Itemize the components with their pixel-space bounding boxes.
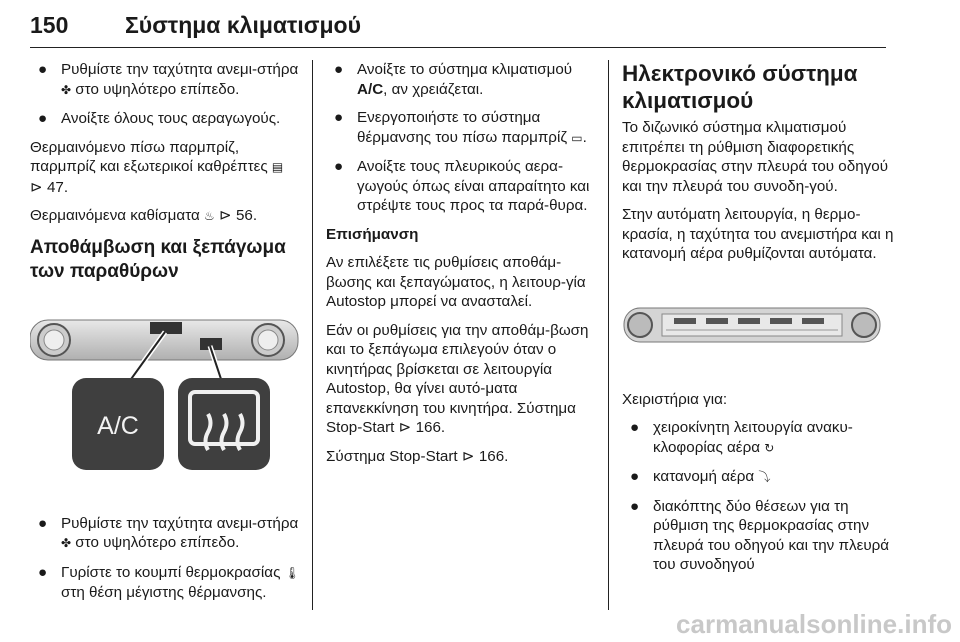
stop-start-ref: Σύστημα Stop-Start ⊳ 166. bbox=[326, 447, 509, 465]
ref-arrow-icon: ⊳ bbox=[461, 447, 475, 465]
recirculation-icon: ↻ bbox=[764, 440, 775, 455]
defrost-illustration bbox=[30, 316, 302, 486]
column-1 bbox=[30, 60, 302, 612]
bullet-fan-speed: ● Ρυθμίστε την ταχύτητα ανεμι-στήρα ✤ στο υψηλότερο επίπεδο. bbox=[38, 61, 299, 98]
climate-panel-illustration bbox=[622, 294, 884, 364]
column-2 bbox=[326, 60, 598, 475]
bullet-fan-speed-2: ● Ρυθμίστε την ταχύτητα ανεμι-στήρα ✤ στο υψηλότερο επίπεδο. bbox=[38, 514, 299, 551]
dual-zone-text: Το διζωνικό σύστημα κλιματισμού επιτρέπει τη ρύθμιση διαφορετικής θερμοκρασίας στην πλευρά του οδηγού και την πλευρά του συνοδη-γού. bbox=[622, 119, 889, 195]
rear-defrost-icon: ▭ bbox=[571, 130, 583, 145]
defrost-heading: Αποθάμβωση και ξεπάγωμα των παραθύρων bbox=[30, 236, 286, 282]
electronic-climate-heading: Ηλεκτρονικό σύστημα κλιματισμού bbox=[622, 61, 858, 113]
note-paragraph-2: Εάν οι ρυθμίσεις για την αποθάμ-βωση και το ξεπάγωμα επιλεγούν όταν ο κινητήρας βρίσκεται σε λειτουργία Autostop, θα γίνει αυτό-ματα επανεκκίνηση του κινητήρα. Σύστημα Stop-Start ⊳ 166. bbox=[326, 321, 589, 436]
bullet-side-vents: ● Ανοίξτε τους πλευρικούς αερα-γωγούς όπως είναι απαραίτητο και στρέψτε τους προς τα παρά-θυρα. bbox=[334, 158, 590, 214]
bullet-two-position-switch: ● διακόπτης δύο θέσεων για τη ρύθμιση της θερμοκρασίας στην πλευρά του οδηγού και την πλευρά του συνοδηγού bbox=[630, 497, 890, 573]
bullet-temperature-knob: ● Γυρίστε το κουμπί θερμοκρασίας 🌡 στη θέση μέγιστης θέρμανσης. bbox=[38, 563, 300, 601]
heated-mirror-icon: ▤ bbox=[271, 160, 284, 174]
column-3 bbox=[622, 60, 894, 584]
ref-arrow-icon: ⊳ bbox=[30, 178, 43, 196]
column-divider-1 bbox=[312, 60, 313, 610]
air-distribution-icon: ⤵ bbox=[758, 470, 771, 484]
ref-arrow-icon: ⊳ bbox=[219, 207, 232, 224]
bullet-rear-heating: ● Ενεργοποιήστε το σύστημα θέρμανσης του πίσω παρμπρίζ ▭. bbox=[334, 109, 587, 146]
heated-windscreen-text: Θερμαινόμενο πίσω παρμπρίζ, παρμπρίζ και εξωτερικοί καθρέπτες ▤ ⊳ 47. bbox=[30, 138, 284, 196]
page-title: Σύστημα κλιματισμού bbox=[125, 12, 361, 38]
auto-mode-text: Στην αυτόματη λειτουργία, η θερμο-κρασία, η ταχύτητα του ανεμιστήρα και η κατανομή αέρα ρυθμίζονται αυτόματα. bbox=[622, 206, 894, 262]
bullet-air-distribution: ● κατανομή αέρα ⤵ bbox=[630, 468, 771, 485]
ref-arrow-icon: ⊳ bbox=[398, 419, 412, 436]
heated-seats-text: Θερμαινόμενα καθίσματα ♨ ⊳ 56. bbox=[30, 207, 258, 224]
fan-icon: ✤ bbox=[61, 82, 72, 97]
page-number: 150 bbox=[30, 12, 69, 38]
note-paragraph-1: Αν επιλέξετε τις ρυθμίσεις αποθάμ-βωσης και ξεπαγώματος, η λειτουρ-γία Autostop μπορεί να ανασταλεί. bbox=[326, 254, 586, 310]
bullet-ac-on: ● Ανοίξτε το σύστημα κλιματισμού A/C, αν χρειάζεται. bbox=[334, 61, 573, 98]
bullet-recirculation: ● χειροκίνητη λειτουργία ανακυ-κλοφορίας αέρα ↻ bbox=[630, 419, 853, 456]
column-divider-2 bbox=[608, 60, 609, 610]
page-header bbox=[30, 10, 890, 44]
watermark: carmanualsonline.info bbox=[676, 609, 952, 639]
thermometer-icon: 🌡 bbox=[284, 565, 300, 580]
header-rule bbox=[30, 47, 886, 48]
fan-icon: ✤ bbox=[61, 536, 72, 550]
heated-seat-icon: ♨ bbox=[204, 209, 215, 223]
bullet-open-vents: ● Ανοίξτε όλους τους αεραγωγούς. bbox=[38, 110, 281, 127]
svg-text:A/C: A/C bbox=[97, 411, 139, 440]
controls-for-label: Χειριστήρια για: bbox=[622, 390, 728, 408]
note-label: Επισήμανση bbox=[326, 225, 419, 243]
